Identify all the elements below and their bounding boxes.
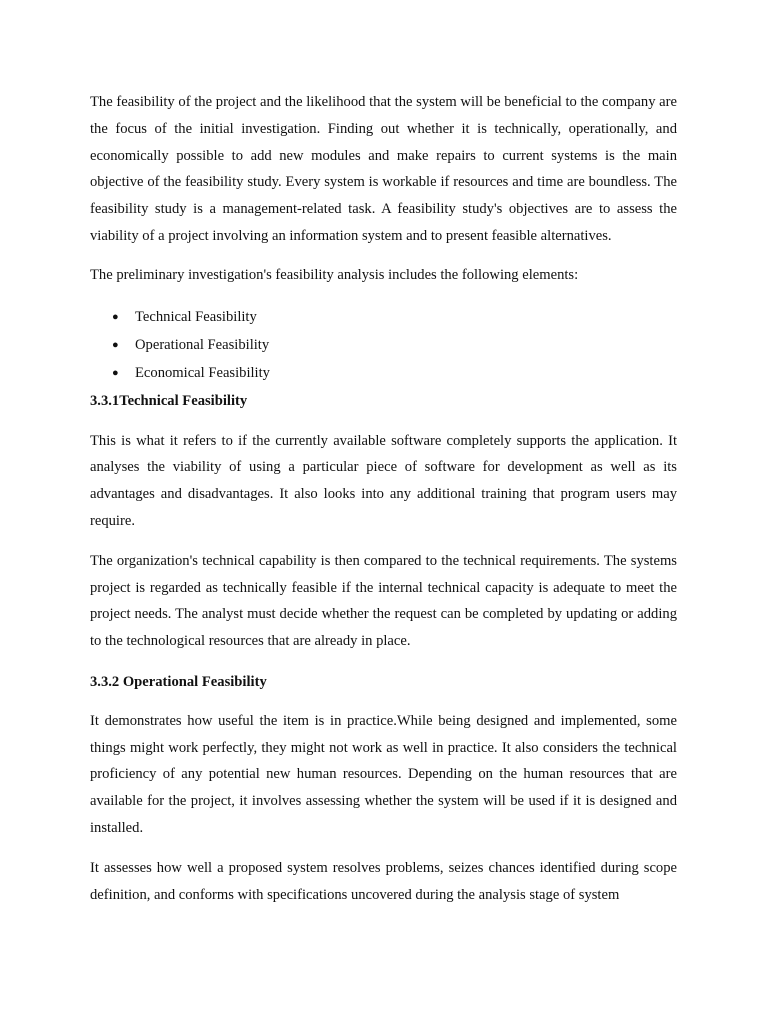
- operational-feasibility-paragraph-1: It demonstrates how useful the item is in practice.While being designed and implemented, some things might work perfectly, they might not work as well in practice. It also considers the technical proficiency of any potential new human resources. Depending on the human resources that are available for the project, it involves assessing whether the system will be used if it is designed and installed.: [90, 712, 677, 836]
- section-heading-technical-feasibility: 3.3.1Technical Feasibility: [90, 392, 248, 409]
- technical-feasibility-paragraph-1: This is what it refers to if the currently available software completely supports the application. It analyses the viability of using a particular piece of software for development as well as its advantages and disadvantages. It also looks into any additional training that program users may require.: [90, 432, 677, 529]
- list-item-text: Operational Feasibility: [135, 336, 270, 353]
- technical-feasibility-paragraph-2: The organization's technical capability is then compared to the technical requirements. The systems project is regarded as technically feasible if the internal technical capacity is adequate to meet the project needs. The analyst must decide whether the request can be completed by updating or adding to the technological resources that are already in place.: [90, 552, 677, 650]
- section-heading-operational-feasibility: 3.3.2 Operational Feasibility: [90, 673, 267, 690]
- list-item: [90, 303, 677, 331]
- list-item-text: Economical Feasibility: [135, 365, 270, 382]
- elements-intro-paragraph: The preliminary investigation's feasibility analysis includes the following elements:: [90, 266, 579, 283]
- bullet-icon: ●: [112, 338, 119, 351]
- feasibility-elements-list: [90, 303, 677, 388]
- list-item-text: Technical Feasibility: [135, 308, 257, 325]
- bullet-icon: ●: [112, 310, 119, 323]
- bullet-icon: ●: [112, 367, 119, 380]
- intro-paragraph: The feasibility of the project and the likelihood that the system will be beneficial to the company are the focus of the initial investigation. Finding out whether it is technically, operationally, and economically possible to add new modules and make repairs to current systems is the main objective of the feasibility study. Every system is workable if resources and time are boundless. The feasibility study is a management-related task. A feasibility study's objectives are to assess the viability of a project involving an information system and to present feasible alternatives.: [90, 94, 677, 244]
- operational-feasibility-paragraph-2: It assesses how well a proposed system resolves problems, seizes chances identified during scope definition, and conforms with specifications uncovered during the analysis stage of system: [90, 859, 677, 903]
- document-body: [90, 89, 677, 908]
- list-item: [90, 331, 677, 359]
- list-item: [90, 359, 677, 387]
